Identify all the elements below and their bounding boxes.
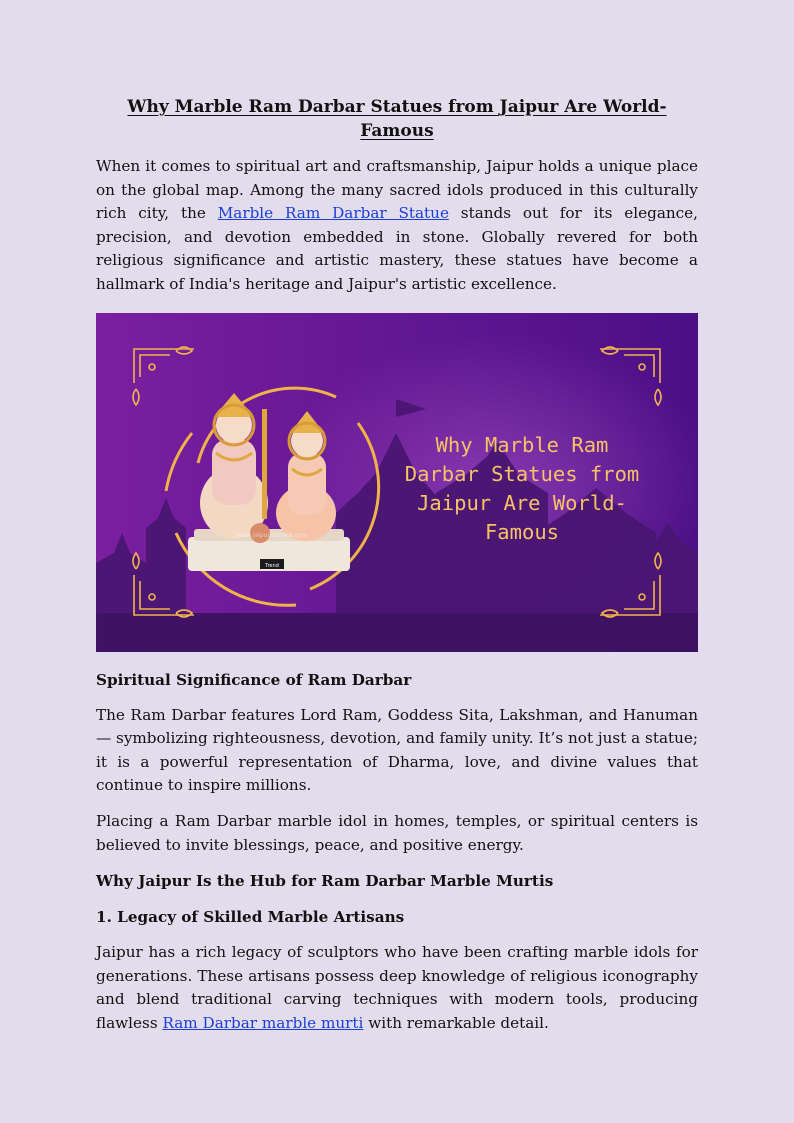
section-heading-jaipur-hub: Why Jaipur Is the Hub for Ram Darbar Marble Murtis xyxy=(96,872,554,891)
legacy-text-after: with remarkable detail. xyxy=(363,1013,549,1032)
marble-ram-darbar-statue-link[interactable]: Marble Ram Darbar Statue xyxy=(217,204,449,223)
banner-title: Why Marble Ram Darbar Statues from Jaipur Are World-Famous xyxy=(404,432,640,544)
banner-badge: Trend xyxy=(265,562,279,569)
intro-paragraph xyxy=(96,155,698,297)
intro-text-after: stands out for its elegance, precision, and devotion embedded in stone. Globally revered for both religious significance and artistic mastery, these statues have become a hallmark of India's heritage and Jaipur's artistic excellence. xyxy=(96,204,698,293)
legacy-artisans-paragraph xyxy=(96,941,698,1035)
banner-watermark: www.jaipurartzone.com xyxy=(236,531,308,539)
article-banner-image xyxy=(96,313,698,652)
subheading-legacy-artisans: 1. Legacy of Skilled Marble Artisans xyxy=(96,908,405,927)
section-heading-spiritual-significance: Spiritual Significance of Ram Darbar xyxy=(96,670,412,689)
spiritual-significance-paragraph-1: The Ram Darbar features Lord Ram, Goddess Sita, Lakshman, and Hanuman — symbolizing righteousness, devotion, and family unity. It’s not just a statue; it is a powerful representation of Dharma, love, and divine values that continue to inspire millions. xyxy=(96,705,698,795)
ram-darbar-marble-murti-link[interactable]: Ram Darbar marble murti xyxy=(162,1013,364,1032)
intro-text-before: When it comes to spiritual art and craftsmanship, Jaipur holds a unique place on the global map. Among the many sacred idols produced in this culturally rich city, the xyxy=(96,157,698,223)
article-body xyxy=(96,95,698,1048)
spiritual-significance-paragraph-2: Placing a Ram Darbar marble idol in homes, temples, or spiritual centers is believed to invite blessings, peace, and positive energy. xyxy=(96,811,698,854)
article-title: Why Marble Ram Darbar Statues from Jaipur Are World-Famous xyxy=(127,97,667,141)
legacy-text-before: Jaipur has a rich legacy of sculptors who have been crafting marble idols for generations. These artisans possess deep knowledge of religious iconography and blend traditional carving techniques with modern tools, producing flawless xyxy=(96,943,698,1032)
